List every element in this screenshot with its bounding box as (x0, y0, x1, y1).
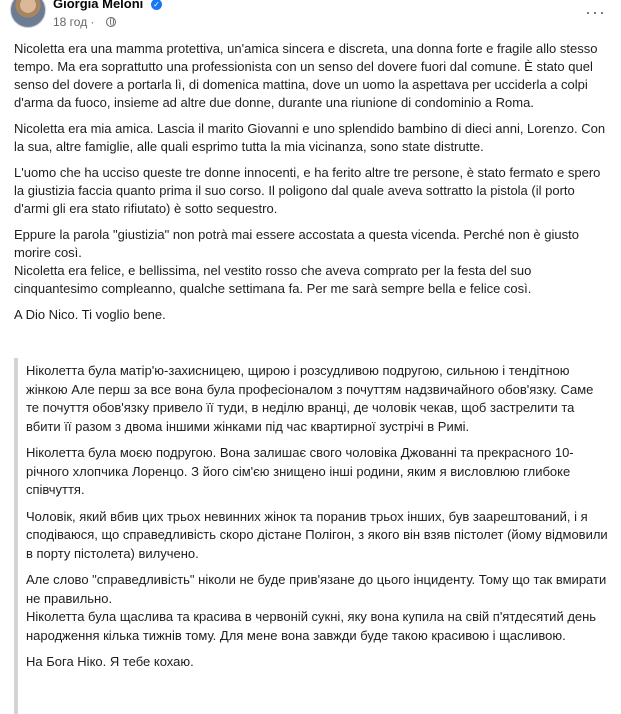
post-paragraph-3: L'uomo che ha ucciso queste tre donne innocenti, e ha ferito altre tre persone, è stato fermato e spero la giustizia faccia quanto prima il suo corso. Il poligono dal quale aveva sottratto la pistola (il porto d'armi gli era stato rifiutato) è sotto sequestro. (14, 165, 601, 216)
post-text (14, 40, 612, 332)
post-header (0, 0, 621, 34)
post-paragraph-5: A Dio Nico. Ti voglio bene. (14, 307, 166, 322)
translation-paragraph-4: Але слово "справедливість" ніколи не буде прив'язане до цього інциденту. Тому що так вмирати не правильно. Ніколетта була щаслива та красива в червоній сукні, яку вона купила на свій п'ятдесятий день народження кілька тижнів тому. Для мене вона завжди буде такою красивою і щасливою. (26, 572, 607, 643)
translation-paragraph-1: Ніколетта була матір'ю-захисницею, щирою і розсудливою подругою, сильною і тендітною жінкою Але перш за все вона була професіоналом з почуттям надзвичайного обов'язку. Саме те почуття обов'язку привело її туди, в неділю вранці, де чоловік чекав, щоб застрелити та вбити її разом з двома іншими жінками під час квартирної зустрічі в Римі. (26, 363, 594, 434)
translation-paragraph-3: Чоловік, який вбив цих трьох невинних жінок та поранив трьох інших, був заарештований, і я сподіваюся, що справедливість скоро дістане Полігон, з якого він взяв пістолет (йому відмовили в порту пістолета) вилучено. (26, 508, 608, 561)
translation-text (26, 362, 608, 680)
verified-badge-icon: ✓ (151, 0, 162, 10)
post-timestamp[interactable]: 18 год · (53, 15, 95, 29)
public-globe-icon (106, 17, 116, 27)
more-options-icon[interactable]: ··· (585, 2, 606, 22)
post-paragraph-1: Nicoletta era una mamma protettiva, un'amica sincera e discreta, una donna forte e fragile allo stesso tempo. Ma era soprattutto una professionista con un senso del dovere fuori dal comune. È stato quel senso del dovere a portarla lì, di domenica mattina, dove un uomo la aspettava per ucciderla a colpi d'arma da fuoco, insieme ad altre due donne, durante una riunione di condominio a Roma. (14, 41, 598, 110)
post-paragraph-4: Eppure la parola "giustizia" non potrà mai essere accostata a questa vicenda. Perché non è giusto morire così. Nicoletta era felice, e bellissima, nel vestito rosso che aveva comprato per la festa del suo cinquantesimo compleanno, qualche settimana fa. Per me sarà sempre bella e felice così. (14, 227, 579, 296)
author-name[interactable]: Giorgia Meloni (53, 0, 144, 11)
author-avatar[interactable] (10, 0, 46, 28)
translation-paragraph-2: Ніколетта була моєю подругою. Вона залишає свого чоловіка Джованні та прекрасного 10-річного хлопчика Лоренцо. З його сім'єю знищено інші родини, яким я висловлюю глибоке співчуття. (26, 445, 574, 497)
translation-paragraph-5: На Бога Ніко. Я тебе кохаю. (26, 654, 194, 669)
post-paragraph-2: Nicoletta era mia amica. Lascia il marito Giovanni e uno splendido bambino di dieci anni, Lorenzo. Con la sua, altre famiglie, alle quali esprimo tutta la mia vicinanza, sono state distrutte. (14, 121, 606, 154)
